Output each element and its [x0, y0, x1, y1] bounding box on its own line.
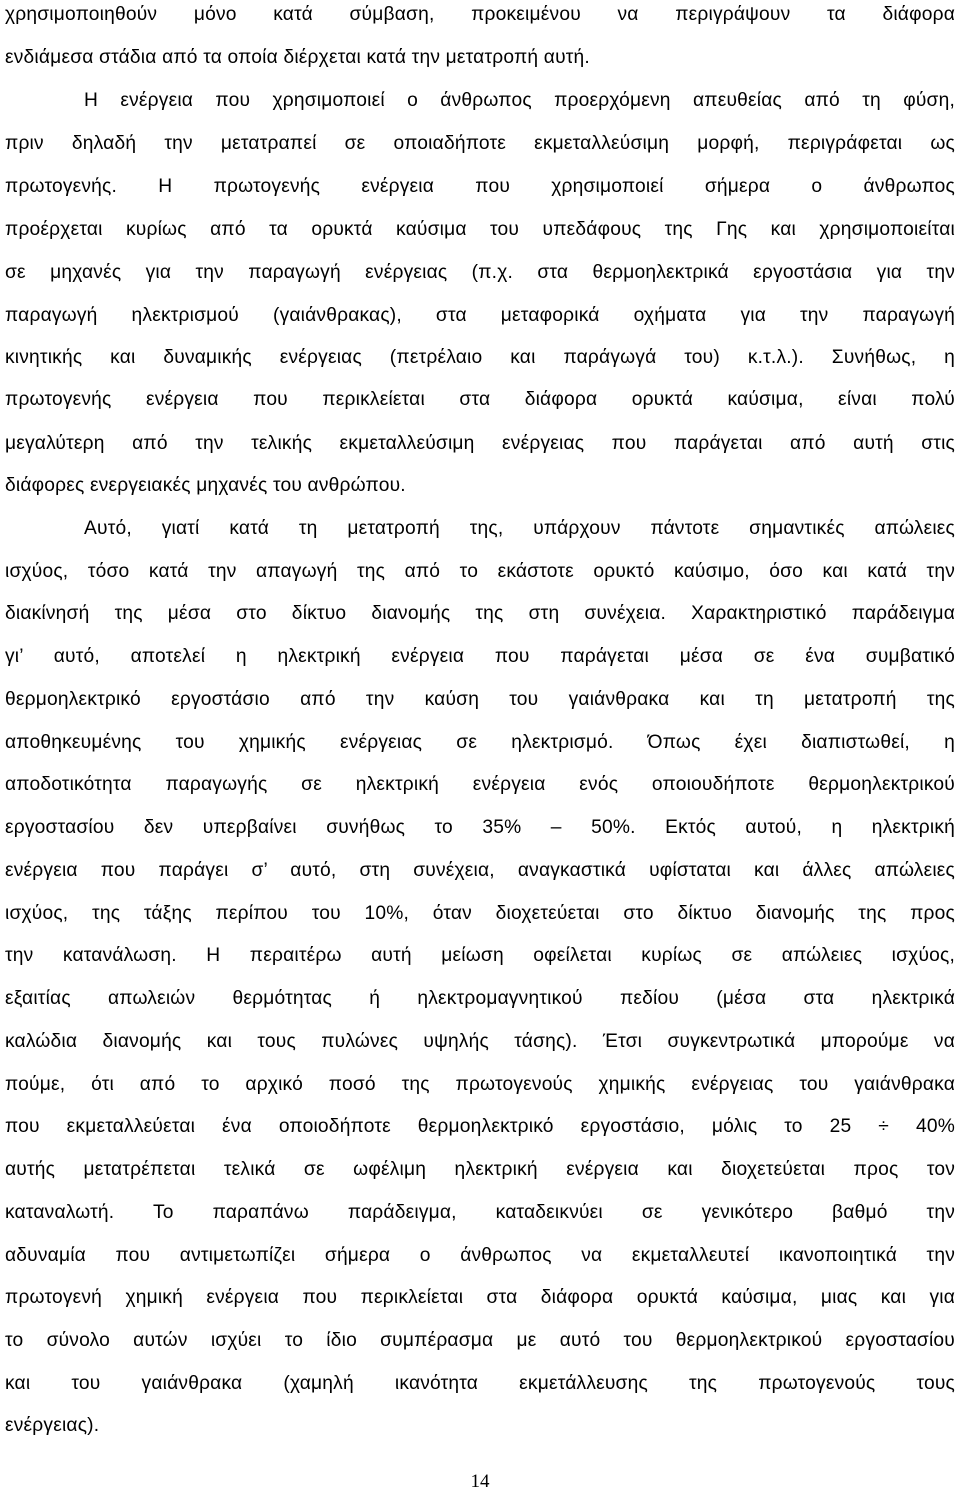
text-line: εργοστασίου δεν υπερβαίνει συνήθως το 35% – 50%. Εκτός αυτού, η ηλεκτρική [5, 817, 955, 838]
page-number: 14 [470, 1471, 490, 1492]
text-line: το σύνολο αυτών ισχύει το ίδιο συμπέρασμα με αυτό του θερμοηλεκτρικού εργοστασίου [5, 1330, 955, 1351]
text-line: ισχύος, τόσο κατά την απαγωγή της από το εκάστοτε ορυκτό καύσιμο, όσο και κατά την [5, 561, 955, 582]
text-line: αδυναμία που αντιμετωπίζει σήμερα ο άνθρωπος να εκμεταλλευτεί ικανοποιητικά την [5, 1245, 955, 1266]
text-line: σε μηχανές για την παραγωγή ενέργειας (π.χ. στα θερμοηλεκτρικά εργοστάσια για την [5, 262, 955, 283]
text-line: διακίνησή της μέσα στο δίκτυο διανομής της στη συνέχεια. Χαρακτηριστικό παράδειγμα [5, 603, 955, 624]
text-line: πρωτογενής ενέργεια που περικλείεται στα διάφορα ορυκτά καύσιμα, είναι πολύ [5, 389, 955, 410]
text-line: καταναλωτή. Το παραπάνω παράδειγμα, καταδεικνύει σε γενικότερο βαθμό την [5, 1202, 955, 1223]
text-line: μεγαλύτερη από την τελικής εκμεταλλεύσιμη ενέργειας που παράγεται από αυτή στις [5, 433, 955, 454]
text-line: ισχύος, της τάξης περίπου του 10%, όταν διοχετεύεται στο δίκτυο διανομής της προς [5, 903, 955, 924]
text-line: γι’ αυτό, αποτελεί η ηλεκτρική ενέργεια που παράγεται μέσα σε ένα συμβατικό [5, 646, 955, 667]
text-line: πρωτογενή χημική ενέργεια που περικλείεται στα διάφορα ορυκτά καύσιμα, μιας και για [5, 1287, 955, 1308]
text-line: την κατανάλωση. Η περαιτέρω αυτή μείωση οφείλεται κυρίως σε απώλειες ισχύος, [5, 945, 955, 966]
text-line: κινητικής και δυναμικής ενέργειας (πετρέλαιο και παράγωγά του) κ.τ.λ.). Συνήθως, η [5, 347, 955, 368]
text-line: αποδοτικότητα παραγωγής σε ηλεκτρική ενέργεια ενός οποιουδήποτε θερμοηλεκτρικού [5, 774, 955, 795]
text-line: Αυτό, γιατί κατά τη μετατροπή της, υπάρχουν πάντοτε σημαντικές απώλειες [84, 518, 955, 539]
text-line: θερμοηλεκτρικό εργοστάσιο από την καύση του γαιάνθρακα και τη μετατροπή της [5, 689, 955, 710]
text-line: καλώδια διανομής και τους πυλώνες υψηλής τάσης). Έτσι συγκεντρωτικά μπορούμε να [5, 1031, 955, 1052]
text-line: ενδιάμεσα στάδια από τα οποία διέρχεται κατά την μετατροπή αυτή. [5, 47, 590, 68]
text-line: παραγωγή ηλεκτρισμού (γαιάνθρακας), στα μεταφορικά οχήματα για την παραγωγή [5, 305, 955, 326]
text-line: εξαιτίας απωλειών θερμότητας ή ηλεκτρομαγνητικού πεδίου (μέσα στα ηλεκτρικά [5, 988, 955, 1009]
text-line: αποθηκευμένης του χημικής ενέργειας σε ηλεκτρισμό. Όπως έχει διαπιστωθεί, η [5, 732, 955, 753]
text-line: ενέργειας). [5, 1415, 100, 1436]
text-line: πρωτογενής. Η πρωτογενής ενέργεια που χρησιμοποιεί σήμερα ο άνθρωπος [5, 176, 955, 197]
text-line: πριν δηλαδή την μετατραπεί σε οποιαδήποτε εκμεταλλεύσιμη μορφή, περιγράφεται ως [5, 133, 955, 154]
text-line: και του γαιάνθρακα (χαμηλή ικανότητα εκμετάλλευσης της πρωτογενούς τους [5, 1373, 955, 1394]
text-line: που εκμεταλλεύεται ένα οποιοδήποτε θερμοηλεκτρικό εργοστάσιο, μόλις το 25 ÷ 40% [5, 1116, 955, 1137]
text-line: πούμε, ότι από το αρχικό ποσό της πρωτογενούς χημικής ενέργειας του γαιάνθρακα [5, 1074, 955, 1095]
text-line: ενέργεια που παράγει σ’ αυτό, στη συνέχεια, αναγκαστικά υφίσταται και άλλες απώλειες [5, 860, 955, 881]
text-line: Η ενέργεια που χρησιμοποιεί ο άνθρωπος προερχόμενη απευθείας από τη φύση, [84, 90, 955, 111]
text-line: χρησιμοποιηθούν μόνο κατά σύμβαση, προκειμένου να περιγράψουν τα διάφορα [5, 4, 955, 25]
text-line: αυτής μετατρέπεται τελικά σε ωφέλιμη ηλεκτρική ενέργεια και διοχετεύεται προς τον [5, 1159, 955, 1180]
text-line: προέρχεται κυρίως από τα ορυκτά καύσιμα του υπεδάφους της Γης και χρησιμοποιείται [5, 219, 955, 240]
text-line: διάφορες ενεργειακές μηχανές του ανθρώπου. [5, 475, 406, 496]
